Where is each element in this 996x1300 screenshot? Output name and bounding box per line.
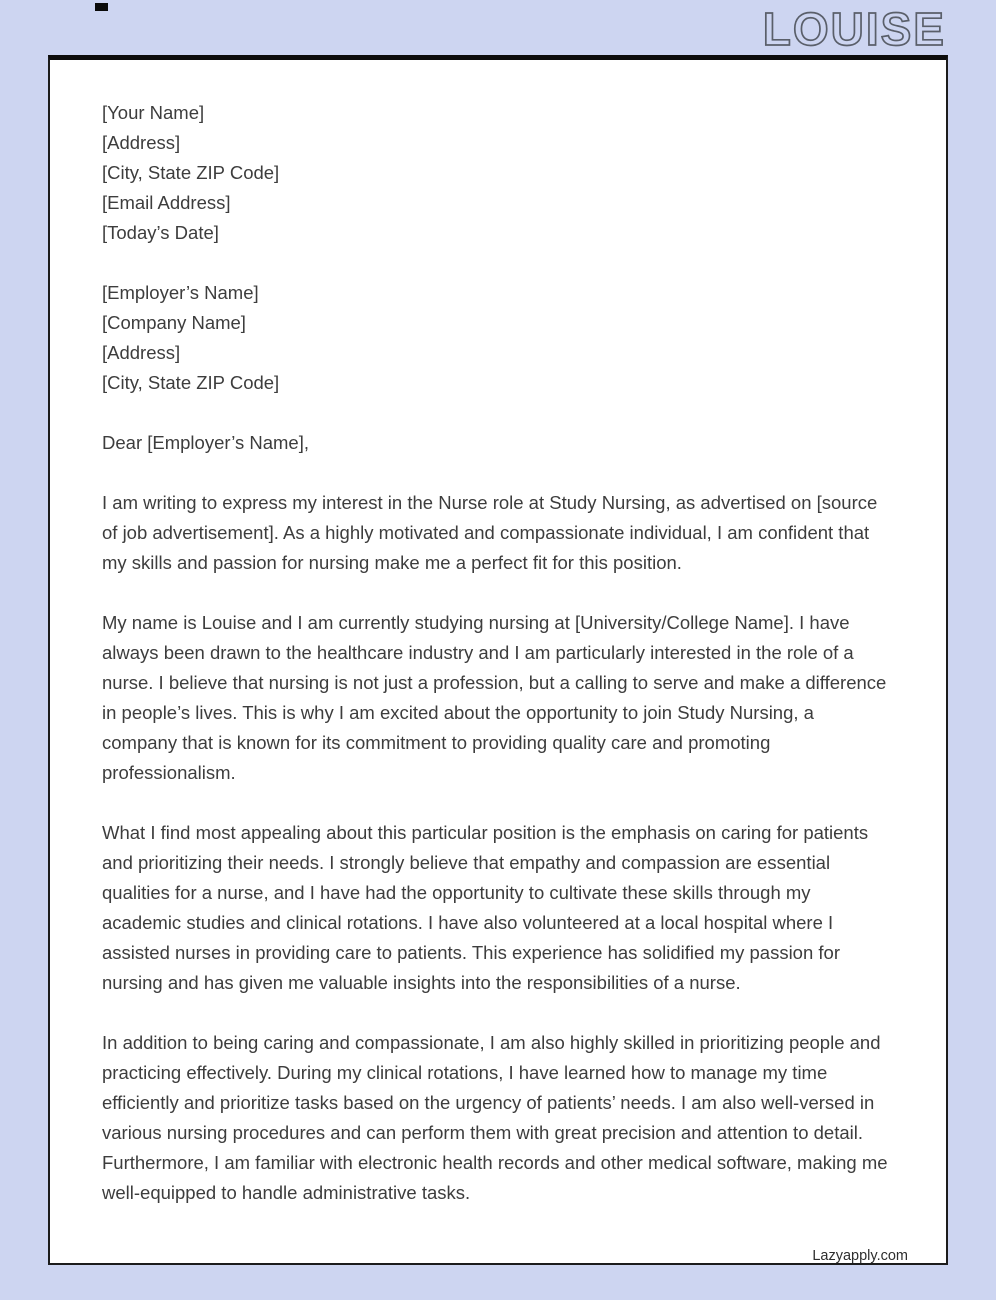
recipient-line: [Address] — [102, 342, 181, 363]
recipient-line: [Company Name] — [102, 312, 246, 333]
brand-logo: LOUISE — [762, 3, 946, 55]
letter-paragraph: I am writing to express my interest in the Nurse role at Study Nursing, as advertised on [source of job advertisement]. As a highly motivated and compassionate individual, I am confident that my skills and passion for nursing make me a perfect fit for this position. — [102, 492, 878, 573]
sender-line: [Today’s Date] — [102, 222, 219, 243]
corner-mark — [95, 3, 108, 11]
cover-letter-document — [48, 55, 948, 1265]
sender-line: [Address] — [102, 132, 181, 153]
sender-address-block — [102, 98, 894, 248]
letter-paragraph: In addition to being caring and compassionate, I am also highly skilled in prioritizing people and practicing effectively. During my clinical rotations, I have learned how to manage my time efficiently and prioritize tasks based on the urgency of patients’ needs. I am also well-versed in various nursing procedures and can perform them with great precision and attention to detail. Furthermore, I am familiar with electronic health records and other medical software, making me well-equipped to handle administrative tasks. — [102, 1032, 888, 1203]
letter-paragraph: What I find most appealing about this particular position is the emphasis on caring for patients and prioritizing their needs. I strongly believe that empathy and compassion are essential qualities for a nurse, and I have had the opportunity to cultivate these skills through my academic studies and clinical rotations. I have also volunteered at a local hospital where I assisted nurses in providing care to patients. This experience has solidified my passion for nursing and has given me valuable insights into the responsibilities of a nurse. — [102, 822, 869, 993]
recipient-line: [City, State ZIP Code] — [102, 372, 280, 393]
salutation: Dear [Employer’s Name], — [102, 432, 309, 453]
sender-line: [Your Name] — [102, 102, 205, 123]
sender-line: [City, State ZIP Code] — [102, 162, 280, 183]
recipient-line: [Employer’s Name] — [102, 282, 259, 303]
watermark: Lazyapply.com — [812, 1248, 908, 1264]
recipient-address-block — [102, 278, 894, 398]
sender-line: [Email Address] — [102, 192, 231, 213]
letter-paragraph: My name is Louise and I am currently studying nursing at [University/College Name]. I have always been drawn to the healthcare industry and I am particularly interested in the role of a nurse. I believe that nursing is not just a profession, but a calling to serve and make a difference in people’s lives. This is why I am excited about the opportunity to join Study Nursing, a company that is known for its commitment to providing quality care and promoting professionalism. — [102, 612, 887, 783]
